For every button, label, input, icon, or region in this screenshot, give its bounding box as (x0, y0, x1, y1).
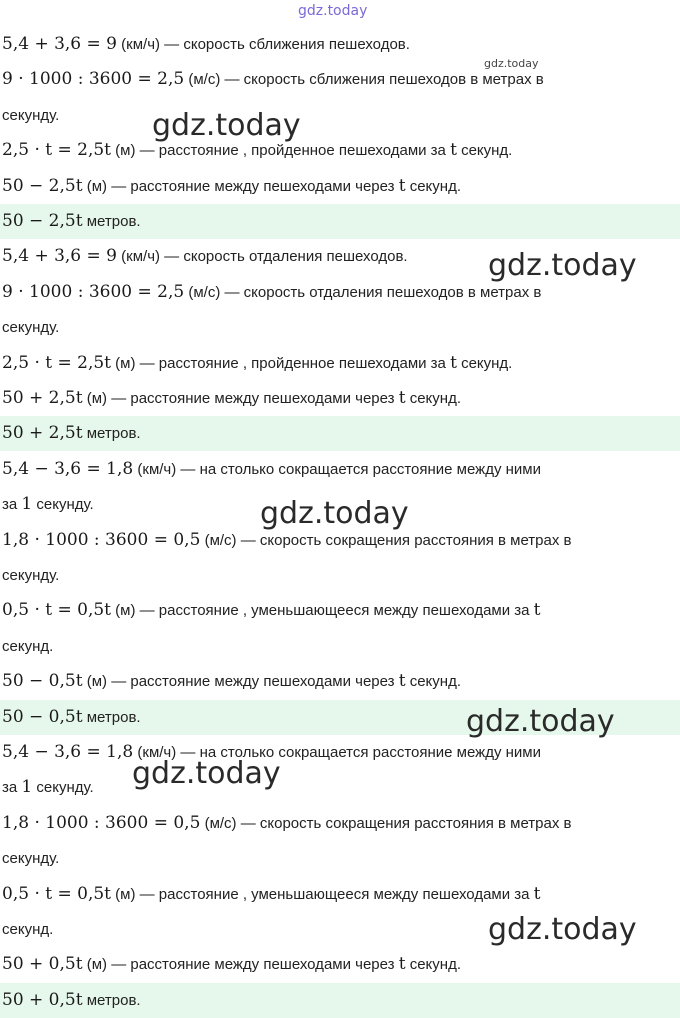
math-expression: 50 − 0,5t (2, 706, 83, 727)
solution-line (0, 27, 680, 62)
watermark-5: gdz.today (132, 756, 281, 791)
math-expression: 5,4 − 3,6 = 1,8 (2, 458, 134, 479)
line-text: (м) — расстояние , пройденное пешеходами за (111, 142, 451, 160)
math-expression: 50 + 2,5t (2, 423, 83, 444)
math-variable: t (450, 352, 457, 373)
solution-line (0, 770, 680, 805)
line-text-tail: секунд. (405, 390, 461, 407)
line-text: метров. (82, 213, 141, 230)
line-text: метров. (82, 708, 141, 726)
line-text: секунд. (2, 637, 54, 655)
solution-line (0, 452, 680, 487)
answer-line (0, 983, 680, 1018)
math-variable: t (450, 140, 457, 161)
solution-line (0, 841, 680, 876)
solution-line (0, 664, 680, 699)
solution-line (0, 62, 680, 97)
answer-line (0, 416, 680, 451)
solution-line (0, 806, 680, 841)
math-expression: 5,4 − 3,6 = 1,8 (2, 742, 134, 762)
math-expression: 9 · 1000 : 3600 = 2,5 (2, 69, 185, 90)
solution-line (0, 133, 680, 168)
answer-line (0, 204, 680, 239)
math-expression: 1,8 · 1000 : 3600 = 0,5 (2, 812, 201, 833)
watermark-6: gdz.today (488, 912, 637, 947)
math-variable: t (398, 388, 406, 408)
math-expression: 0,5 · t = 0,5t (2, 600, 111, 621)
line-text: секунду. (2, 567, 60, 584)
solution-line (0, 558, 680, 593)
solution-line (0, 877, 680, 912)
line-text: (м) — расстояние между пешеходами через (82, 390, 399, 407)
watermark-small: gdz.today (484, 57, 539, 70)
math-variable: t (398, 671, 406, 692)
solution-line (0, 593, 680, 628)
watermark-3: gdz.today (260, 496, 409, 531)
math-expression: 50 + 0,5t (2, 954, 83, 975)
line-text: метров. (82, 991, 141, 1009)
line-text: (м/с) — скорость сближения пешеходов в метрах в (184, 71, 544, 89)
solution-line (0, 947, 680, 982)
line-text: (км/ч) — скорость сближения пешеходов. (117, 36, 410, 53)
solution-line (0, 98, 680, 133)
solution-line (0, 346, 680, 381)
line-text: (м/с) — скорость отдаления пешеходов в метрах в (184, 283, 542, 301)
solution-line (0, 310, 680, 345)
math-variable: 1 (21, 777, 33, 798)
math-expression: 2,5 · t = 2,5t (2, 140, 111, 161)
math-expression: 0,5 · t = 0,5t (2, 883, 111, 904)
line-text: (км/ч) — скорость отдаления пешеходов. (117, 248, 408, 266)
line-text: метров. (82, 425, 141, 443)
line-text: секунду. (2, 319, 60, 337)
line-text: (км/ч) — на столько сокращается расстояние между ними (133, 744, 541, 761)
line-text-tail: секунду. (32, 496, 94, 514)
math-variable: 1 (21, 494, 33, 515)
math-expression: 5,4 + 3,6 = 9 (2, 246, 117, 267)
math-expression: 5,4 + 3,6 = 9 (2, 34, 117, 54)
line-text: за (2, 496, 22, 514)
line-text: секунду. (2, 850, 60, 868)
math-expression: 50 + 2,5t (2, 388, 83, 408)
line-text-tail: секунд. (405, 956, 461, 974)
solution-line (0, 169, 680, 204)
line-text-tail: секунд. (405, 673, 461, 691)
line-text: (м) — расстояние между пешеходами через (82, 956, 399, 974)
line-text: (м) — расстояние , уменьшающееся между пешеходами за (111, 602, 534, 620)
line-text: (м) — расстояние между пешеходами через (82, 177, 399, 195)
line-text-tail: секунд. (456, 354, 513, 372)
math-expression: 50 + 0,5t (2, 989, 83, 1010)
watermark-top: gdz.today (298, 3, 368, 19)
line-text-tail: секунд. (405, 177, 461, 195)
line-text-tail: секунд. (456, 142, 513, 160)
math-variable: t (533, 883, 541, 904)
line-text: (м/с) — скорость сокращения расстояния в метрах в (200, 814, 572, 832)
solution-line (0, 629, 680, 664)
watermark-4: gdz.today (466, 704, 615, 739)
line-text: (км/ч) — на столько сокращается расстояние между ними (133, 460, 541, 478)
line-text-tail: секунду. (32, 779, 94, 797)
line-text: секунд. (2, 921, 54, 938)
solution-line (0, 735, 680, 770)
solution-line (0, 381, 680, 416)
math-expression: 50 − 0,5t (2, 671, 83, 692)
math-expression: 2,5 · t = 2,5t (2, 352, 111, 373)
watermark-1: gdz.today (152, 108, 301, 143)
line-text: (м) — расстояние , пройденное пешеходами за (111, 354, 451, 372)
line-text: (м) — расстояние , уменьшающееся между пешеходами за (111, 885, 534, 903)
line-text: секунду. (2, 106, 60, 124)
math-variable: t (533, 600, 541, 621)
math-expression: 50 − 2,5t (2, 175, 83, 196)
line-text: (м) — расстояние между пешеходами через (82, 673, 399, 691)
math-expression: 9 · 1000 : 3600 = 2,5 (2, 281, 185, 302)
math-expression: 50 − 2,5t (2, 211, 83, 231)
math-variable: t (398, 954, 406, 975)
math-variable: t (398, 175, 406, 196)
line-text: за (2, 779, 22, 797)
watermark-2: gdz.today (488, 248, 637, 283)
line-text: (м/с) — скорость сокращения расстояния в метрах в (200, 531, 572, 549)
math-expression: 1,8 · 1000 : 3600 = 0,5 (2, 529, 201, 550)
